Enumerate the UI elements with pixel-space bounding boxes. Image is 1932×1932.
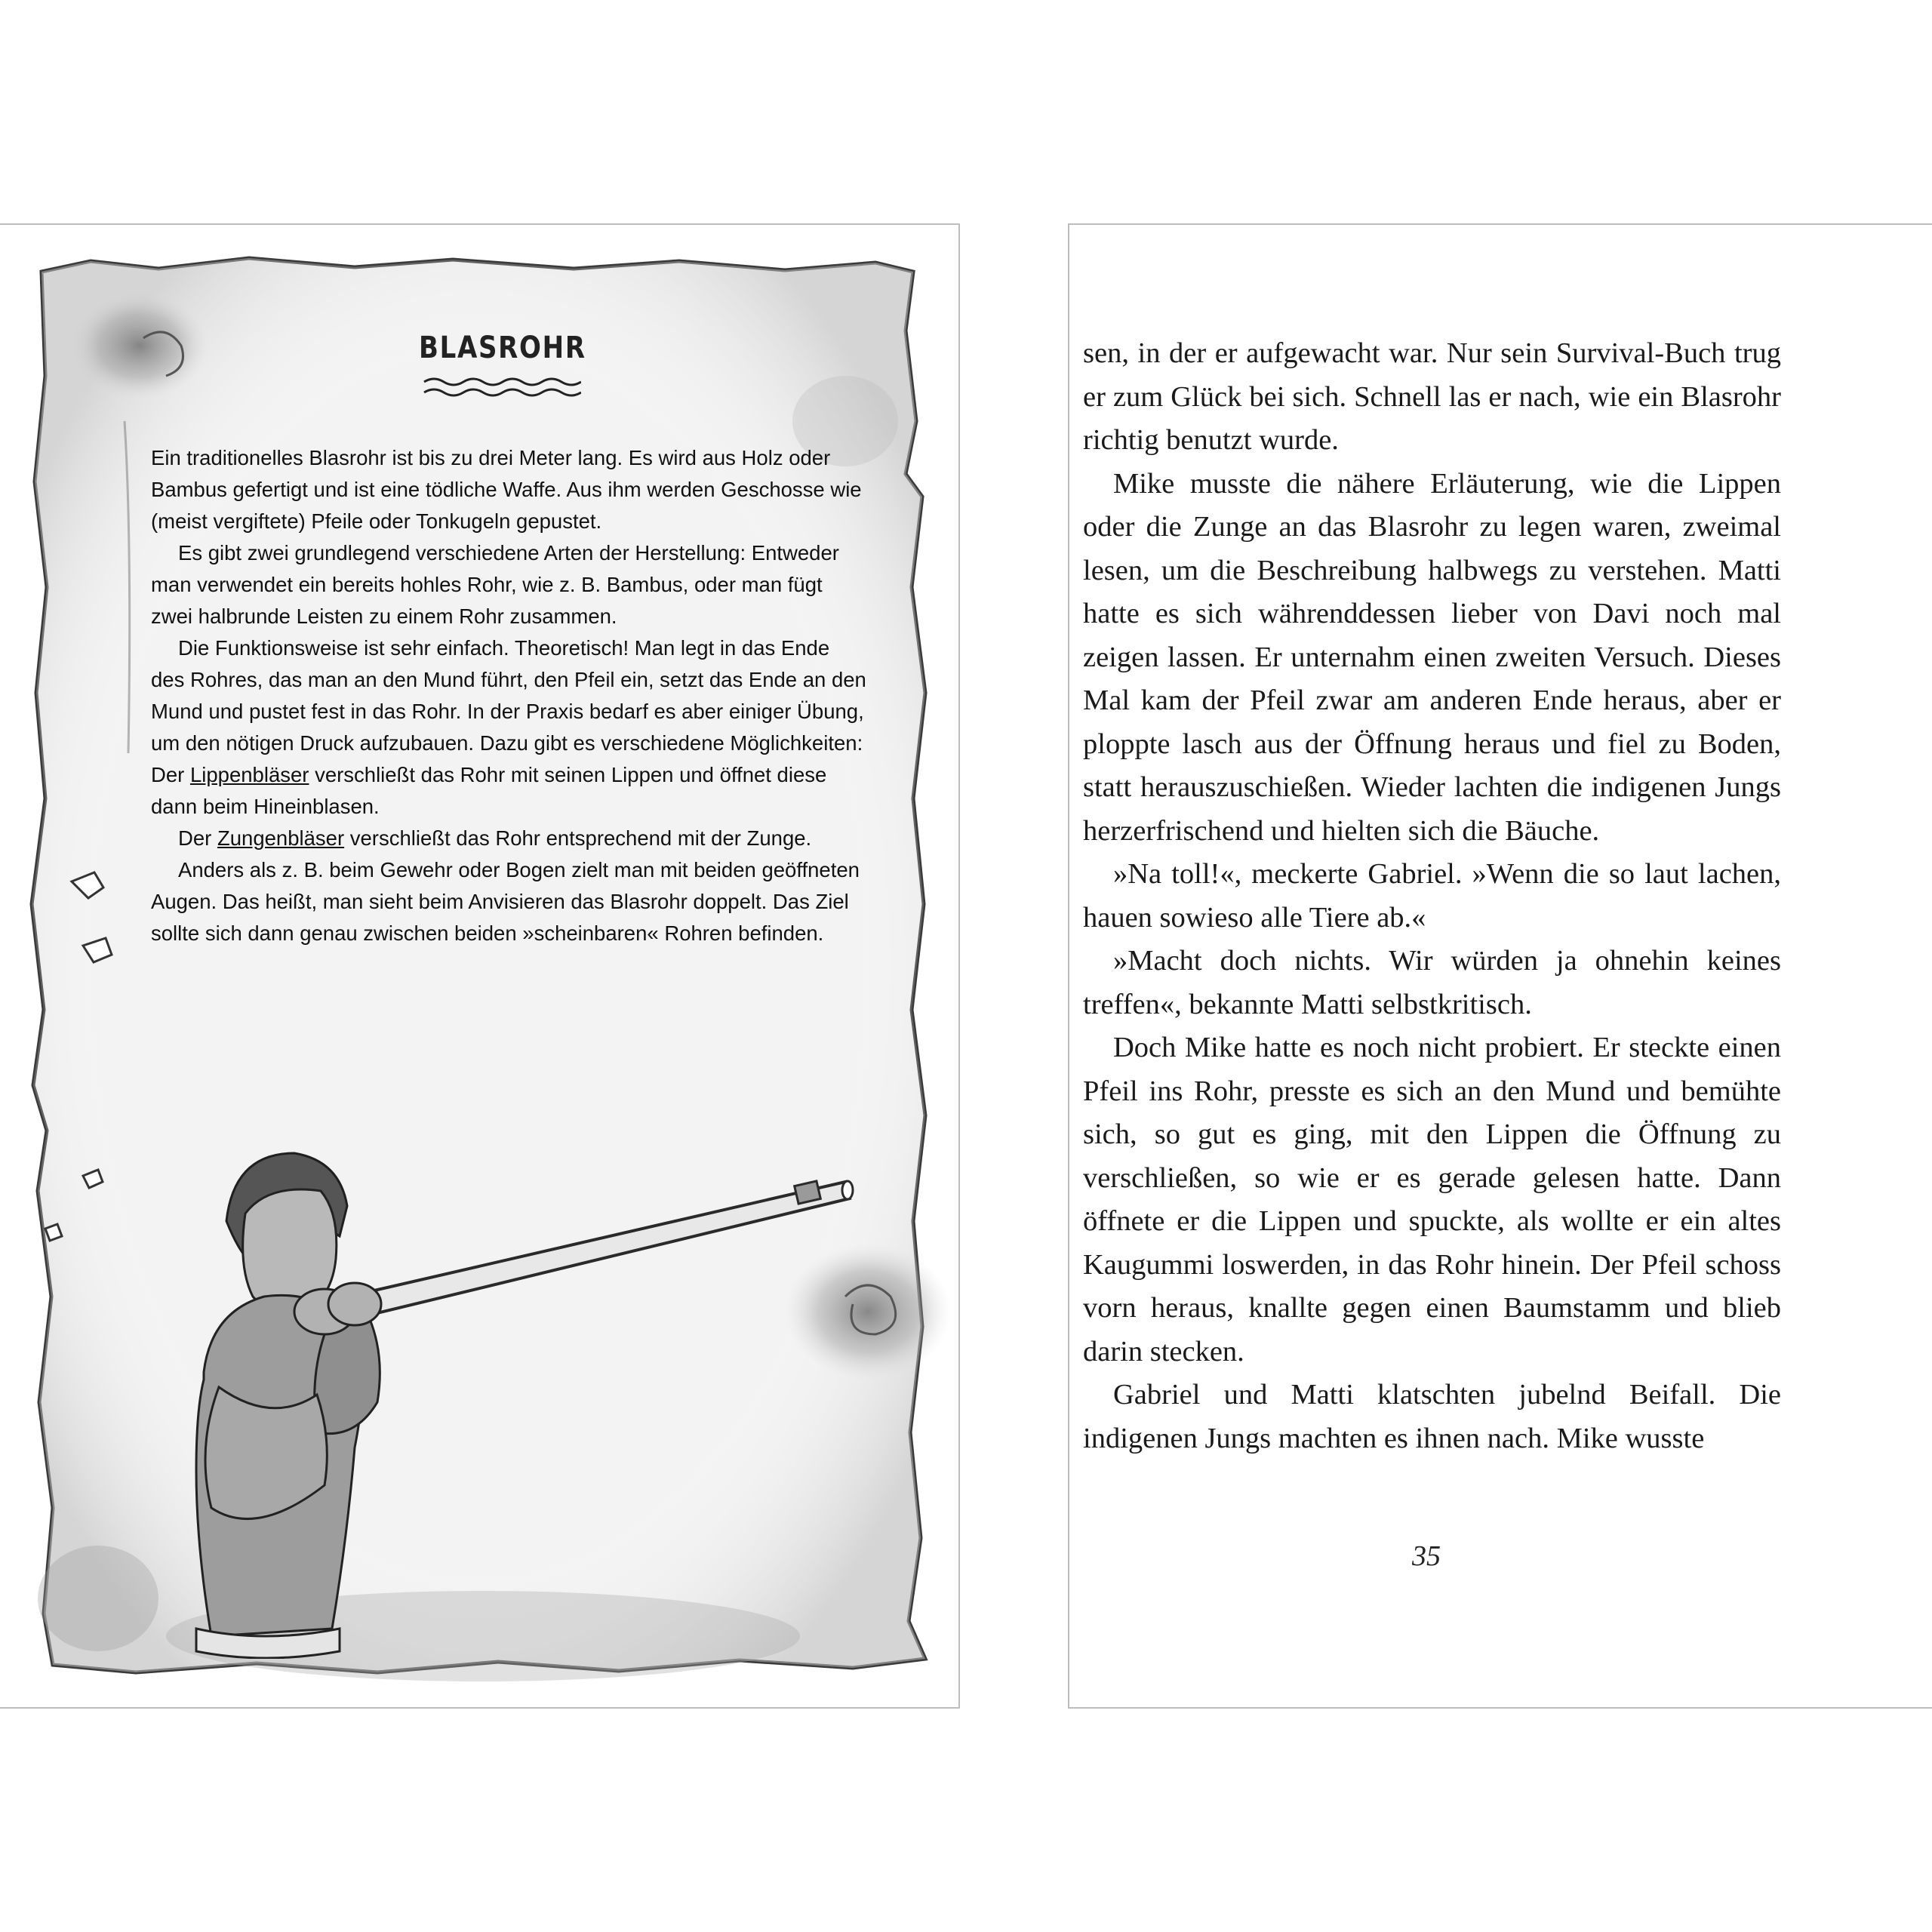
box-body (151, 442, 868, 949)
left-page (0, 223, 960, 1709)
box-paragraph-3 (151, 632, 868, 823)
term-lippenblaeser: Lippenbläser (189, 763, 309, 786)
box-paragraph-4-start: Der (178, 826, 217, 850)
box-paragraph-5: Anders als z. B. beim Gewehr oder Bogen zielt man mit beiden geöffneten Augen. Das heißt, man sieht beim Anvisieren das Blasrohr doppelt. Das Ziel sollte sich dann genau zwischen beiden »scheinbaren« Rohren befinden. (151, 858, 860, 945)
narrative-paragraph-2: Mike musste die nähere Erläuterung, wie die Lippen oder die Zunge an das Blasrohr zu legen waren, zweimal lesen, um die Beschreibung halbwegs zu verstehen. Matti hatte es sich währenddessen lieber von Davi noch mal zeigen lassen. Er unternahm einen zweiten Versuch. Dieses Mal kam der Pfeil zwar am anderen Ende heraus, aber er ploppte lasch aus der Öffnung heraus und fiel zu Boden, statt herauszuschießen. Wieder lachten die indigenen Jungs herzerfrischend und hielten sich die Bäuche. (1083, 467, 1781, 847)
box-paragraph-1: Ein traditionelles Blasrohr ist bis zu drei Meter lang. Es wird aus Holz oder Bambus gefertigt und ist eine tödliche Waffe. Aus ihm werden Geschosse wie (meist vergiftete) Pfeile oder Tonkugeln gepustet. (151, 446, 862, 533)
term-zungenblaeser: Zungenbläser (217, 826, 345, 850)
narrative-paragraph-1: sen, in der er aufgewacht war. Nur sein Survival-Buch trug er zum Glück bei sich. Schnell las er nach, wie ein Blasrohr richtig benutzt wurde. (1083, 337, 1781, 456)
box-paragraph-3-end: verschließt das Rohr mit seinen Lippen und öffnet diese dann beim Hineinblasen. (151, 763, 827, 818)
title-wave-ornament (423, 376, 581, 398)
narrative-text (1083, 332, 1781, 1460)
box-paragraph-2: Es gibt zwei grundlegend verschiedene Arten der Herstellung: Entweder man verwendet ein bereits hohles Rohr, wie z. B. Bambus, oder man fügt zwei halbrunde Leisten zu einem Rohr zusammen. (151, 541, 839, 628)
box-title: BLASROHR (419, 331, 586, 365)
box-paragraph-4 (151, 823, 868, 854)
narrative-paragraph-5: Doch Mike hatte es noch nicht probiert. Er steckte einen Pfeil ins Rohr, presste es sich an den Mund und bemühte sich, so gut es ging, mit den Lippen die Öffnung zu verschließen, so wie er es gerade gelesen hatte. Dann öffnete er die Lippen und spuckte, als wollte er ein altes Kaugummi loswerden, in das Rohr hinein. Der Pfeil schoss vorn heraus, knallte gegen einen Baumstamm und blieb darin stecken. (1083, 1032, 1781, 1367)
narrative-paragraph-6: Gabriel und Matti klatschten jubelnd Beifall. Die indigenen Jungs machten es ihnen nach. Mike wusste (1083, 1379, 1781, 1454)
page-number: 35 (1412, 1540, 1441, 1572)
narrative-paragraph-4: »Macht doch nichts. Wir würden ja ohnehin keines treffen«, bekannte Matti selbstkritisch. (1083, 945, 1781, 1020)
narrative-paragraph-3: »Na toll!«, meckerte Gabriel. »Wenn die so laut lachen, hauen sowieso alle Tiere ab.« (1083, 858, 1781, 934)
blowgun-figure-illustration (166, 1070, 860, 1659)
box-paragraph-3-start: Die Funktionsweise ist sehr einfach. Theoretisch! Man legt in das Ende des Rohres, das man an den Mund führt, den Pfeil ein, setzt das Ende an den Mund und pustet fest in das Rohr. In der Praxis bedarf es aber einiger Übung, um den nötigen Druck aufzubauen. Dazu gibt es verschiedene Möglichkeiten: Der (151, 636, 866, 786)
box-paragraph-4-end: verschließt das Rohr entsprechend mit der Zunge. (344, 826, 812, 850)
